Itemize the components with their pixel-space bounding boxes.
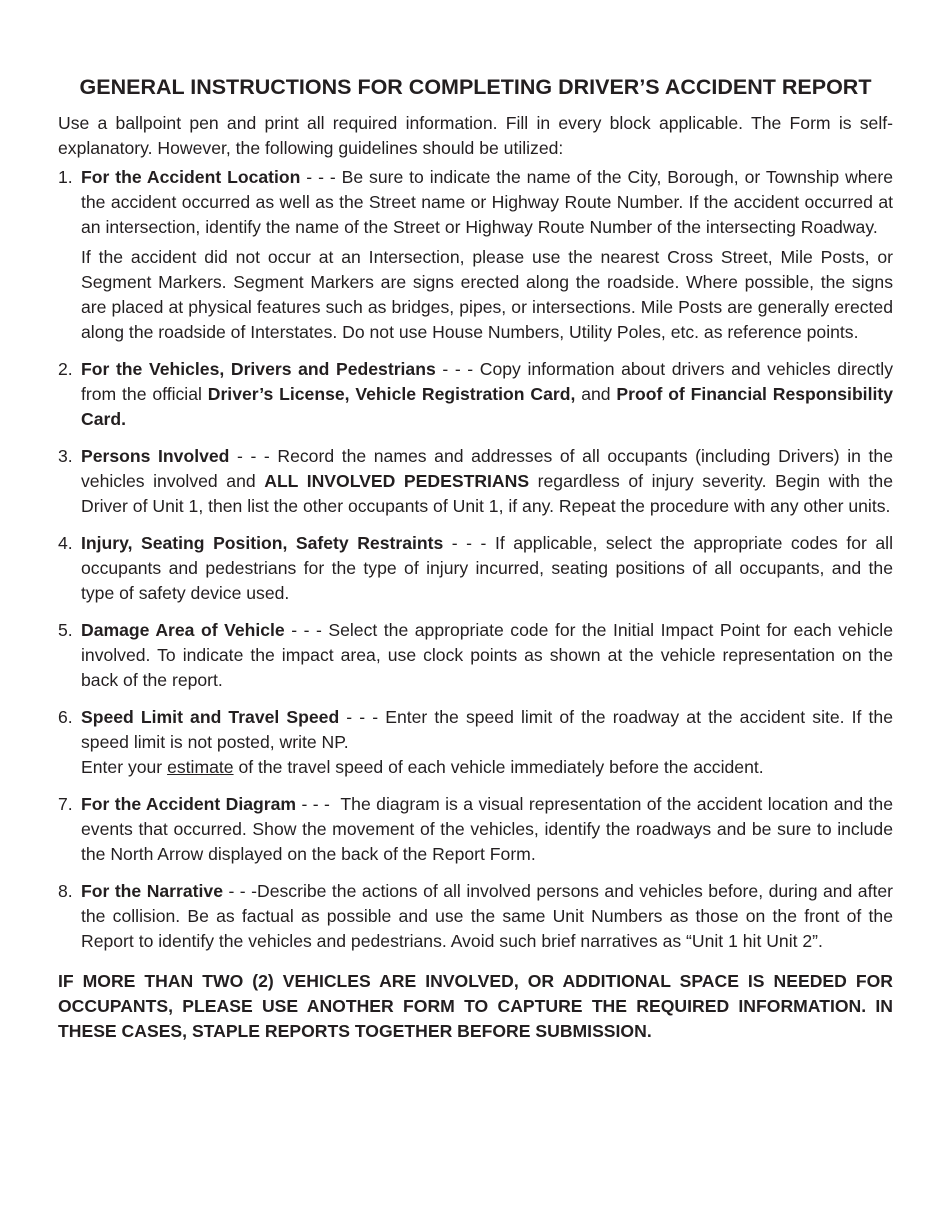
item-text: Be sure to indicate the name of the City, Borough, or Township where the accident occurred as well as the Street name or Highway Route Number. If the accident occurred at an intersection, identify the name of the Street or Highway Route Number of the intersecting Roadway. bbox=[81, 167, 893, 237]
instruction-item-accident-diagram bbox=[58, 792, 893, 867]
item-bold-financial: Proof of Financial Responsibility Card. bbox=[81, 384, 893, 429]
item-text: Record the names and addresses of all occupants (including Drivers) in the vehicles involved and bbox=[81, 446, 893, 491]
item-heading: Persons Involved bbox=[81, 446, 230, 466]
item-text: Describe the actions of all involved persons and vehicles before, during and after the collision. Be as factual as possible and use the same Unit Numbers as those on the front of the Report to identify the vehicles and pedestrians. Avoid such brief narratives as “Unit 1 hit Unit 2”. bbox=[81, 881, 893, 951]
item-heading: Speed Limit and Travel Speed bbox=[81, 707, 340, 727]
item-number: 3. bbox=[58, 446, 73, 466]
instruction-item-speed bbox=[58, 705, 893, 780]
page-title: GENERAL INSTRUCTIONS FOR COMPLETING DRIVER’S ACCIDENT REPORT bbox=[79, 75, 872, 99]
item-number: 6. bbox=[58, 707, 73, 727]
item-paragraph-2: If the accident did not occur at an Intersection, please use the nearest Cross Street, Mile Posts, or Segment Markers. Segment Markers are signs erected along the roadside. Where possible, the signs are placed at physical features such as bridges, pipes, or intersections. Mile Posts are generally erected along the roadside of Interstates. Do not use House Numbers, Utility Poles, etc. as reference points. bbox=[81, 247, 893, 342]
item-heading: For the Narrative bbox=[81, 881, 223, 901]
item-text: Enter the speed limit of the roadway at the accident site. If the speed limit is not posted, write NP. bbox=[81, 707, 893, 752]
item-separator: - - - bbox=[222, 881, 258, 901]
item-heading: For the Accident Diagram bbox=[81, 794, 297, 814]
instruction-item-accident-location bbox=[58, 165, 893, 345]
instruction-item-narrative bbox=[58, 879, 893, 954]
instruction-item-vehicles-drivers-pedestrians bbox=[58, 357, 893, 432]
item-text: of the travel speed of each vehicle immediately before the accident. bbox=[233, 757, 764, 777]
item-heading: Damage Area of Vehicle bbox=[81, 620, 285, 640]
item-separator: - - - bbox=[300, 167, 342, 187]
item-bold-pedestrians: ALL INVOLVED PEDESTRIANS bbox=[264, 471, 530, 491]
item-text: Enter your bbox=[81, 757, 168, 777]
item-heading: For the Vehicles, Drivers and Pedestrians bbox=[81, 359, 436, 379]
intro-paragraph: Use a ballpoint pen and print all required information. Fill in every block applicable. The Form is self-explanatory. However, the following guidelines should be utilized: bbox=[58, 113, 893, 158]
item-separator: - - - bbox=[296, 794, 341, 814]
multi-vehicle-notice: IF MORE THAN TWO (2) VEHICLES ARE INVOLVED, OR ADDITIONAL SPACE IS NEEDED FOR OCCUPANTS, PLEASE USE ANOTHER FORM TO CAPTURE THE REQUIRED INFORMATION. IN THESE CASES, STAPLE REPORTS TOGETHER BEFORE SUBMISSION. bbox=[58, 971, 893, 1041]
item-separator: - - - bbox=[435, 359, 480, 379]
item-heading: Injury, Seating Position, Safety Restraints bbox=[81, 533, 444, 553]
item-number: 2. bbox=[58, 359, 73, 379]
underlined-estimate: estimate bbox=[167, 757, 234, 777]
item-separator: - - - bbox=[339, 707, 386, 727]
item-separator: - - - bbox=[443, 533, 495, 553]
item-text: If applicable, select the appropriate codes for all occupants and pedestrians for the type of injury incurred, seating positions of all occupants, and the type of safety device used. bbox=[81, 533, 893, 603]
item-number: 7. bbox=[58, 794, 73, 814]
item-number: 1. bbox=[58, 167, 73, 187]
instruction-item-persons-involved bbox=[58, 444, 893, 519]
instruction-item-damage-area bbox=[58, 618, 893, 693]
item-heading: For the Accident Location bbox=[81, 167, 301, 187]
item-bold-documents: Driver’s License, Vehicle Registration Card, bbox=[207, 384, 576, 404]
item-text-after: regardless of injury severity. Begin with the Driver of Unit 1, then list the other occupants of Unit 1, if any. Repeat the procedure with any other units. bbox=[81, 471, 893, 516]
item-text: Copy information about drivers and vehicles directly from the official bbox=[81, 359, 893, 404]
instructions-page bbox=[58, 72, 893, 1062]
item-number: 5. bbox=[58, 620, 73, 640]
instruction-list bbox=[58, 165, 893, 954]
item-separator: - - - bbox=[284, 620, 329, 640]
item-line-2 bbox=[81, 755, 893, 780]
item-separator: - - - bbox=[229, 446, 278, 466]
item-text: The diagram is a visual representation of the accident location and the events that occurred. Show the movement of the vehicles, identify the roadways and be sure to include the North Arrow displayed on the back of the Report Form. bbox=[81, 794, 893, 864]
item-number: 8. bbox=[58, 881, 73, 901]
instruction-item-injury-seating-restraints bbox=[58, 531, 893, 606]
item-number: 4. bbox=[58, 533, 73, 553]
item-text: Select the appropriate code for the Initial Impact Point for each vehicle involved. To indicate the impact area, use clock points as shown at the vehicle representation on the back of the report. bbox=[81, 620, 893, 690]
item-text-mid: and bbox=[575, 384, 617, 404]
